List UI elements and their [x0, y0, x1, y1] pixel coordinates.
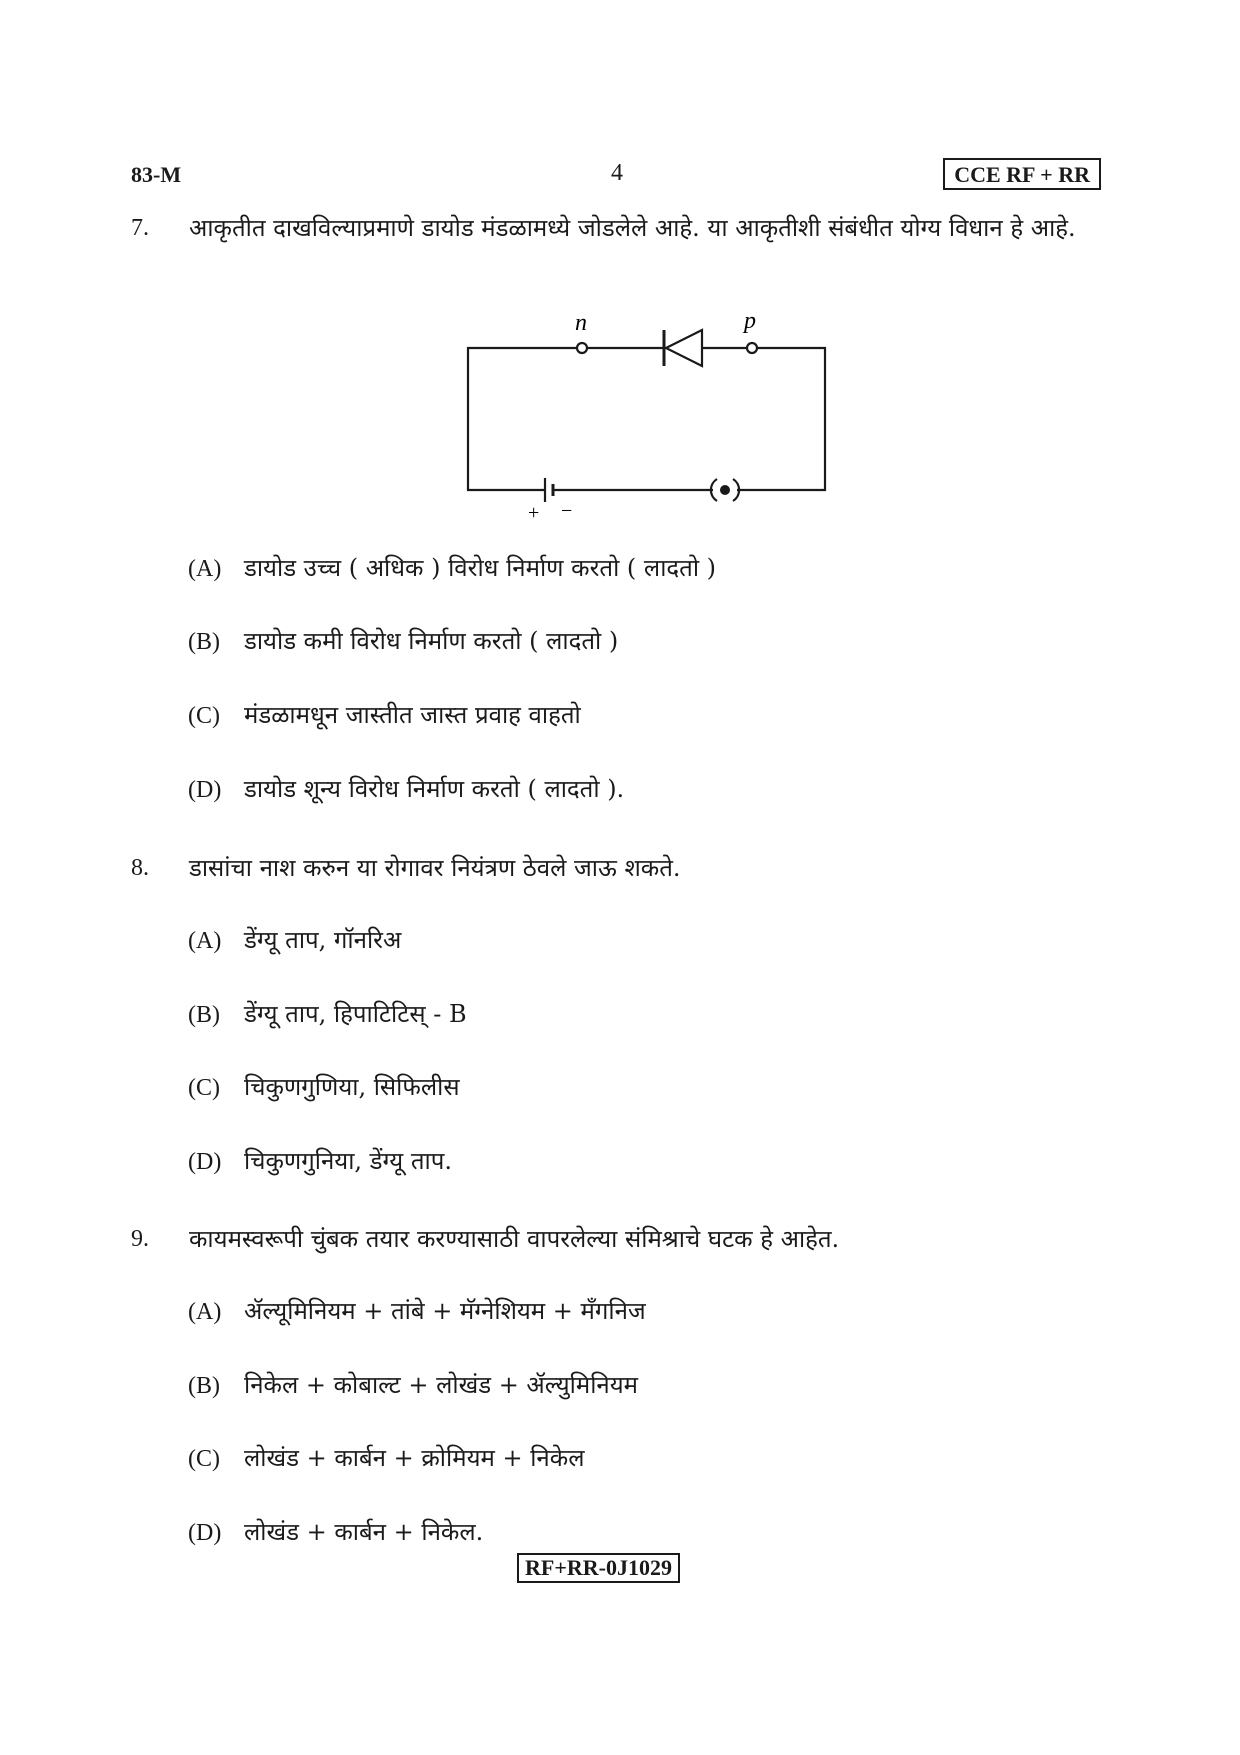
circuit-wire-right: [737, 348, 825, 490]
subject-code: 83-M: [131, 162, 182, 187]
option-letter: (C): [188, 703, 220, 729]
option-letter: (B): [188, 1373, 220, 1399]
option-letter: (A): [188, 928, 222, 954]
page-number: 4: [611, 160, 623, 186]
option-letter: (B): [188, 1002, 220, 1028]
option-text: डेंग्यू ताप, गॉनरिअ: [244, 926, 402, 954]
bulb-dot: [720, 485, 730, 495]
option-letter: (D): [188, 1520, 222, 1546]
bulb-left-arc: [711, 479, 717, 501]
option-letter: (C): [188, 1446, 220, 1472]
option-letter: (C): [188, 1075, 220, 1101]
exam-code-box: CCE RF + RR: [943, 158, 1101, 190]
option-letter: (D): [188, 777, 222, 803]
option-8d[interactable]: [188, 1143, 1088, 1180]
option-text: लोखंड + कार्बन + क्रोमियम + निकेल: [244, 1444, 585, 1472]
option-text: लोखंड + कार्बन + निकेल.: [244, 1518, 484, 1546]
terminal-n: [577, 343, 587, 353]
option-text: निकेल + कोबाल्ट + लोखंड + ॲल्युमिनियम: [244, 1371, 639, 1399]
option-text: ॲल्यूमिनियम + तांबे + मॅग्नेशियम + मँगनिज: [244, 1297, 646, 1325]
page-header: [131, 158, 1101, 192]
circuit-wire-left: [468, 348, 577, 490]
label-n: n: [575, 310, 587, 336]
question-9: [131, 1217, 1111, 1261]
question-7: [131, 206, 1111, 250]
option-text: डेंग्यू ताप, हिपाटिटिस् - B: [244, 1000, 467, 1028]
label-p: p: [744, 308, 756, 334]
option-9c[interactable]: [188, 1440, 1088, 1477]
question-number: 8.: [131, 855, 149, 881]
option-text: मंडळामधून जास्तीत जास्त प्रवाह वाहतो: [244, 701, 581, 729]
terminal-p: [747, 343, 757, 353]
option-9d[interactable]: [188, 1514, 1088, 1551]
diode-circuit-diagram: [455, 308, 855, 528]
option-8b[interactable]: [188, 996, 1088, 1033]
option-text: डायोड उच्च ( अधिक ) विरोध निर्माण करतो ( लादतो ): [244, 554, 717, 582]
option-text: चिकुणगुणिया, सिफिलीस: [244, 1073, 460, 1101]
option-text: चिकुणगुनिया, डेंग्यू ताप.: [244, 1147, 452, 1175]
footer-code-box: RF+RR-0J1029: [517, 1553, 680, 1583]
option-letter: (D): [188, 1149, 222, 1175]
option-9b[interactable]: [188, 1367, 1088, 1404]
question-text: कायमस्वरूपी चुंबक तयार करण्यासाठी वापरलेल्या संमिश्राचे घटक हे आहेत.: [189, 1225, 840, 1253]
question-number: 9.: [131, 1226, 149, 1252]
option-letter: (A): [188, 556, 222, 582]
label-plus: +: [528, 502, 540, 524]
option-9a[interactable]: [188, 1293, 1088, 1330]
label-minus: −: [561, 500, 573, 522]
question-8: [131, 846, 1111, 890]
bulb-right-arc: [733, 479, 739, 501]
option-text: डायोड शून्य विरोध निर्माण करतो ( लादतो ).: [244, 775, 625, 803]
option-8c[interactable]: [188, 1069, 1088, 1106]
option-text: डायोड कमी विरोध निर्माण करतो ( लादतो ): [244, 627, 619, 655]
option-8a[interactable]: [188, 922, 1088, 959]
question-text: आकृतीत दाखविल्याप्रमाणे डायोड मंडळामध्ये जोडलेले आहे. या आकृतीशी संबंधीत योग्य विधान हे आहे.: [189, 214, 1076, 242]
question-text: डासांचा नाश करुन या रोगावर नियंत्रण ठेवले जाऊ शकते.: [189, 854, 681, 882]
option-7a[interactable]: [188, 550, 1088, 587]
option-7d[interactable]: [188, 771, 1088, 808]
option-letter: (A): [188, 1299, 222, 1325]
diode-triangle: [666, 330, 702, 366]
option-letter: (B): [188, 629, 220, 655]
option-7c[interactable]: [188, 697, 1088, 734]
question-number: 7.: [131, 215, 149, 241]
option-7b[interactable]: [188, 623, 1088, 660]
